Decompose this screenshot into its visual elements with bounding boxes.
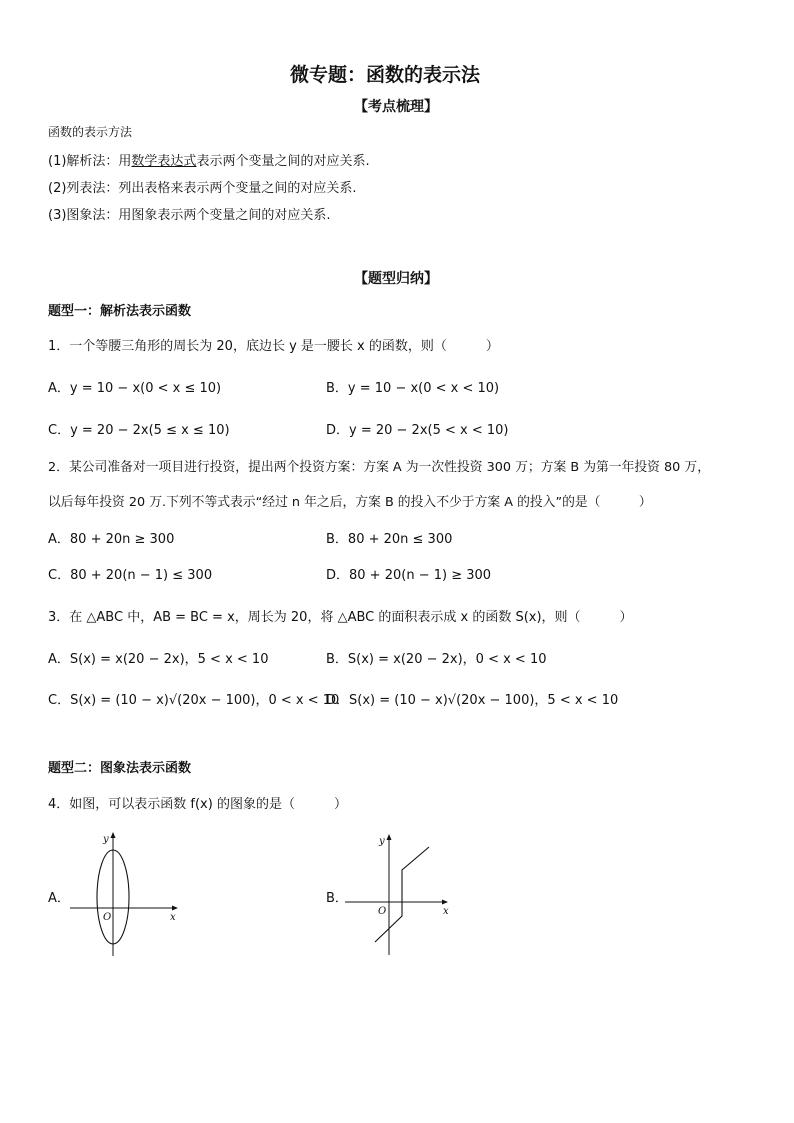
intro-heading: 函数的表示方法 [48,125,133,139]
intro-item-1 [48,150,370,169]
q2-option-c: C．80 + 20(n − 1) ≤ 300 [48,568,213,583]
graph-a-x-label: x [170,912,176,923]
intro-item-2: (2)列表法：列出表格来表示两个变量之间的对应关系. [48,181,357,196]
q1-option-c: C．y = 20 − 2x(5 ≤ x ≤ 10) [48,423,230,438]
q3-option-d: D．S(x) = (10 − x)√(20x − 100)，5 < x < 10 [326,693,619,708]
q4-option-b-label: B． [326,891,348,906]
q2-option-d: D．80 + 20(n − 1) ≥ 300 [326,568,492,583]
intro-item-3: (3)图象法：用图象表示两个变量之间的对应关系. [48,208,331,223]
q1-stem: 1．一个等腰三角形的周长为 20，底边长 y 是一腰长 x 的函数，则（ ） [48,339,499,354]
graph-a-y-arrow [111,832,116,838]
page-title: 微专题：函数的表示法 [290,64,481,86]
graph-b-function-line [375,847,429,942]
q3-option-a: A．S(x) = x(20 − 2x)，5 < x < 10 [48,652,269,667]
graph-a-y-label: y [103,834,109,845]
q1-option-b: B．y = 10 − x(0 < x < 10) [326,381,500,396]
q4-graph-b [345,830,460,960]
intro-item-1-suffix: 表示两个变量之间的对应关系. [196,154,370,169]
q4-graph-a [70,826,190,958]
q2-option-b: B．80 + 20n ≤ 300 [326,532,453,547]
graph-b-origin-label: O [378,906,387,917]
q2-stem-line2: 以后每年投资 20 万.下列不等式表示“经过 n 年之后，方案 B 的投入不少于方案 A 的投入”的是（ ） [48,495,652,510]
q3-option-c: C．S(x) = (10 − x)√(20x − 100)，0 < x < 10 [48,693,340,708]
q2-option-a: A．80 + 20n ≥ 300 [48,532,175,547]
type1-header: 题型一：解析法表示函数 [48,304,192,319]
graph-b-y-arrow [387,834,392,840]
graph-b-x-label: x [443,906,449,917]
q1-option-a: A．y = 10 − x(0 < x ≤ 10) [48,381,222,396]
intro-item-1-prefix: (1)解析法：用 [48,154,132,169]
type2-header: 题型二：图象法表示函数 [48,761,192,776]
intro-item-1-underlined: 数学表达式 [131,154,197,169]
q3-option-b: B．S(x) = x(20 − 2x)，0 < x < 10 [326,652,547,667]
graph-a-x-arrow [172,906,178,911]
q4-stem: 4．如图，可以表示函数 f(x) 的图象的是（ ） [48,797,347,812]
q3-stem: 3．在 △ABC 中，AB = BC = x，周长为 20，将 △ABC 的面积表示成 x 的函数 S(x)，则（ ） [48,610,633,625]
graph-b-y-label: y [379,836,385,847]
graph-b-x-arrow [442,900,448,905]
kaodian-header: 【考点梳理】 [354,99,438,115]
graph-a-origin-label: O [103,912,112,923]
tixing-header: 【题型归纳】 [354,271,438,287]
q1-option-d: D．y = 20 − 2x(5 < x < 10) [326,423,509,438]
q2-stem-line1: 2．某公司准备对一项目进行投资，提出两个投资方案：方案 A 为一次性投资 300 万；方案 B 为第一年投资 80 万， [48,460,710,475]
q4-option-a-label: A． [48,891,70,906]
